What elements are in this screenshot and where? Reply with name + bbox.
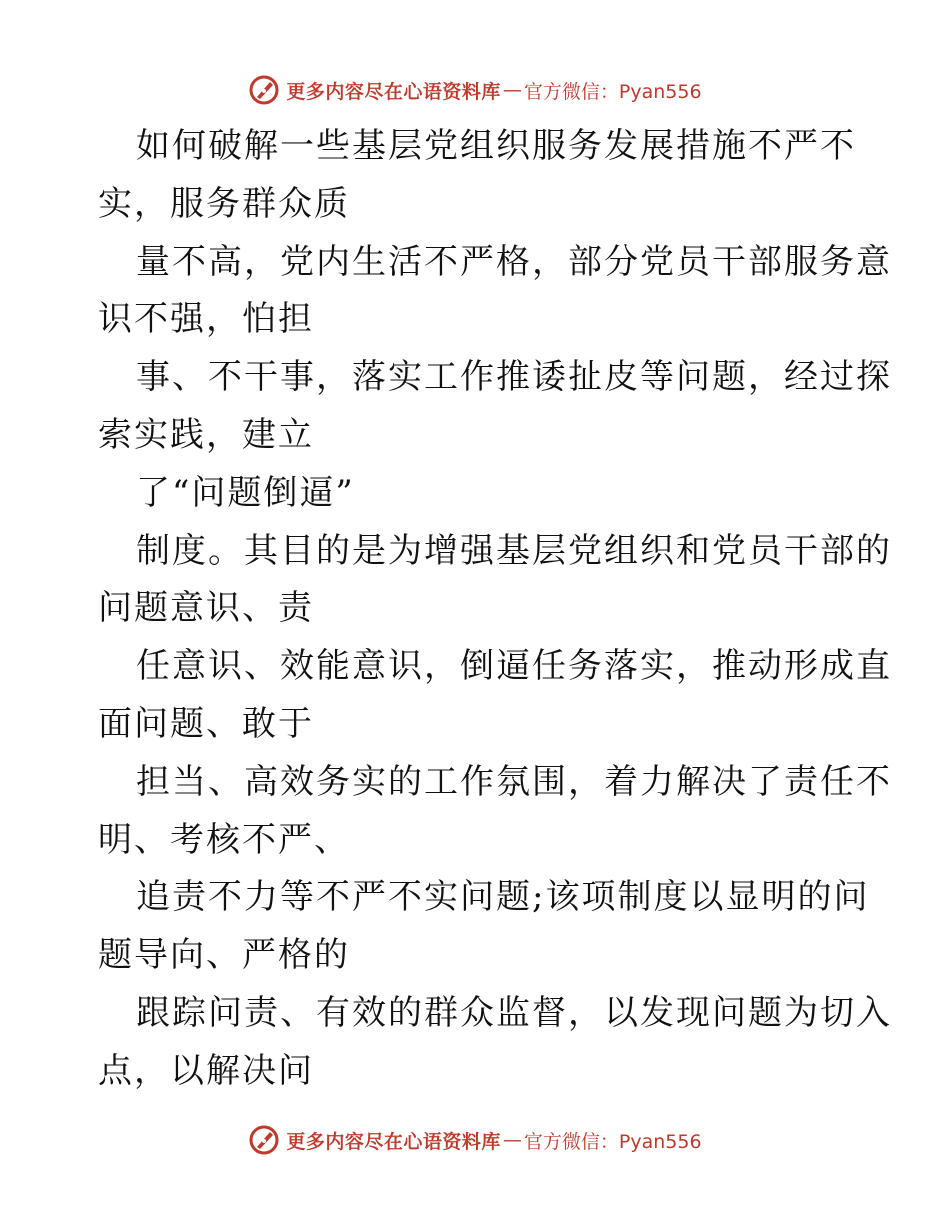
paragraph-line: 追责不力等不严不实问题;该项制度以显明的问 [136, 877, 870, 918]
paragraph-line: 了“问题倒逼” [136, 472, 355, 513]
paragraph-line: 跟踪问责、有效的群众监督，以发现问题为切入 [136, 992, 892, 1033]
paragraph-line: 题导向、严格的 [98, 935, 350, 976]
paragraph-line: 点，以解决问 [98, 1050, 314, 1091]
quill-pen-logo-icon [248, 74, 280, 106]
paragraph-line: 担当、高效务实的工作氛围，着力解决了责任不 [136, 761, 892, 802]
paragraph-line: 制度。其目的是为增强基层党组织和党员干部的 [136, 530, 892, 571]
document-body [98, 118, 892, 1101]
watermark-site-text: 更多内容尽在心语资料库 [286, 1130, 501, 1153]
watermark-site-text: 更多内容尽在心语资料库 [286, 80, 501, 103]
paragraph-line: 量不高，党内生活不严格，部分党员干部服务意 [136, 241, 892, 282]
footer-watermark [0, 1120, 950, 1160]
paragraph-line: 实，服务群众质 [98, 183, 350, 224]
paragraph-line: 如何破解一些基层党组织服务发展措施不严不 [136, 126, 856, 166]
paragraph-line: 问题意识、责 [98, 588, 314, 629]
paragraph-line: 明、考核不严、 [98, 819, 350, 860]
paragraph-line: 索实践，建立 [98, 414, 314, 455]
paragraph-line: 识不强，怕担 [98, 299, 314, 340]
quill-pen-logo-icon [248, 1124, 280, 1156]
watermark-dash: — [502, 79, 522, 101]
watermark-contact-text: 官方微信：Pyan556 [523, 80, 702, 103]
paragraph-line: 面问题、敢于 [98, 703, 314, 744]
paragraph-line: 任意识、效能意识，倒逼任务落实，推动形成直 [136, 646, 892, 687]
paragraph-line: 事、不干事，落实工作推诿扯皮等问题，经过探 [136, 357, 892, 398]
header-watermark [0, 70, 950, 110]
watermark-dash: — [502, 1129, 522, 1151]
watermark-contact-text: 官方微信：Pyan556 [523, 1130, 702, 1153]
